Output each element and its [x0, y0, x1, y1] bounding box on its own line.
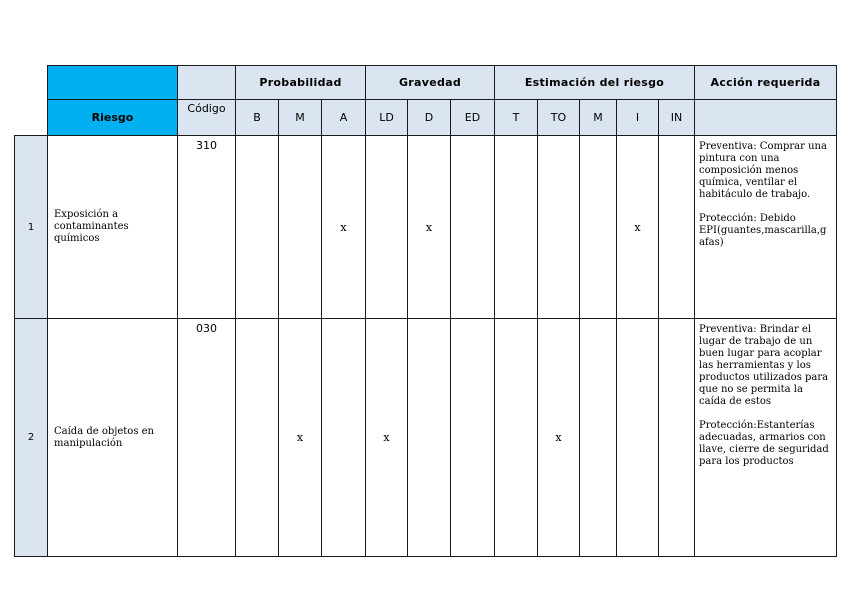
est-i-cell	[617, 319, 659, 557]
est-i-cell: x	[617, 136, 659, 319]
est-col-t: T	[495, 100, 538, 136]
est-m-cell	[580, 136, 617, 319]
codigo-cell: 030	[178, 319, 236, 557]
table-row	[15, 319, 837, 557]
accion-preventiva: Preventiva: Brindar el lugar de trabajo de un buen lugar para acoplar las herramientas y los productos utilizados para que no se permita la caída de estos	[699, 324, 829, 407]
grav-col-ld: LD	[366, 100, 408, 136]
est-in-cell	[659, 136, 695, 319]
accion-subheader-blank	[695, 100, 837, 136]
accion-header: Acción requerida	[695, 66, 837, 100]
header-blank-cell	[48, 66, 178, 100]
grav-col-ed: ED	[451, 100, 495, 136]
grav-d-cell: x	[408, 136, 451, 319]
accion-preventiva: Preventiva: Comprar una pintura con una composición menos química, ventilar el habitáculo de trabajo.	[699, 141, 827, 200]
probabilidad-header: Probabilidad	[236, 66, 366, 100]
row-number: 2	[15, 319, 48, 557]
accion-cell	[695, 319, 837, 557]
prob-a-cell	[322, 319, 366, 557]
row-number: 1	[15, 136, 48, 319]
grav-ld-cell: x	[366, 319, 408, 557]
prob-b-cell	[236, 136, 279, 319]
est-col-i: I	[617, 100, 659, 136]
codigo-header: Código	[178, 100, 236, 136]
grav-d-cell	[408, 319, 451, 557]
header-row-columns	[15, 100, 837, 136]
grav-ed-cell	[451, 319, 495, 557]
prob-col-b: B	[236, 100, 279, 136]
est-to-cell: x	[538, 319, 580, 557]
riesgo-cell: Caída de objetos en manipulación	[48, 319, 178, 557]
est-to-cell	[538, 136, 580, 319]
risk-evaluation-table	[14, 65, 837, 557]
grav-ed-cell	[451, 136, 495, 319]
riesgo-cell: Exposición a contaminantes químicos	[48, 136, 178, 319]
prob-col-a: A	[322, 100, 366, 136]
grav-ld-cell	[366, 136, 408, 319]
accion-cell	[695, 136, 837, 319]
grav-col-d: D	[408, 100, 451, 136]
prob-m-cell	[279, 136, 322, 319]
est-col-to: TO	[538, 100, 580, 136]
accion-proteccion: Protección:Estanterías adecuadas, armarios con llave, cierre de seguridad para los productos	[699, 420, 829, 467]
est-in-cell	[659, 319, 695, 557]
header-row-groups	[15, 66, 837, 100]
corner-cell-lower	[15, 100, 48, 136]
prob-m-cell: x	[279, 319, 322, 557]
est-t-cell	[495, 136, 538, 319]
table-row	[15, 136, 837, 319]
riesgo-header: Riesgo	[48, 100, 178, 136]
codigo-cell: 310	[178, 136, 236, 319]
est-m-cell	[580, 319, 617, 557]
gravedad-header: Gravedad	[366, 66, 495, 100]
est-col-m: M	[580, 100, 617, 136]
prob-a-cell: x	[322, 136, 366, 319]
corner-cell	[15, 66, 48, 100]
est-t-cell	[495, 319, 538, 557]
estimacion-header: Estimación del riesgo	[495, 66, 695, 100]
prob-b-cell	[236, 319, 279, 557]
header-codigo-spacer	[178, 66, 236, 100]
prob-col-m: M	[279, 100, 322, 136]
est-col-in: IN	[659, 100, 695, 136]
accion-proteccion: Protección: Debido EPI(guantes,mascarilla,gafas)	[699, 213, 827, 248]
